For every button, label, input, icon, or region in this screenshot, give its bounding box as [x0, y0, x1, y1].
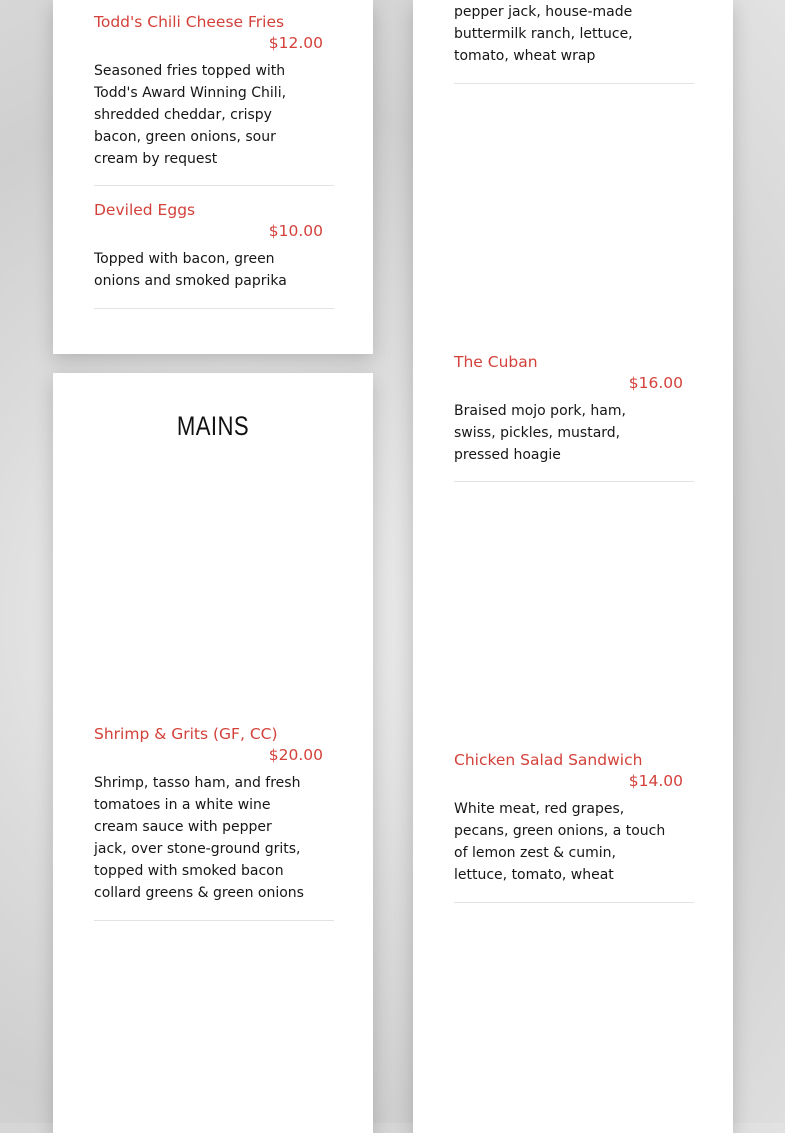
- menu-item-price: $14.00: [628, 772, 683, 790]
- divider: [454, 902, 694, 903]
- menu-card-appetizers: [53, 0, 373, 354]
- menu-item-name: Chicken Salad Sandwich: [454, 751, 643, 769]
- menu-item-name: Todd's Chili Cheese Fries: [94, 13, 285, 31]
- menu-item-name: Shrimp & Grits (GF, CC): [94, 725, 278, 743]
- menu-item-description: Seasoned fries topped with Todd's Award Winning Chili, shredded cheddar, crispy bacon, green onions, sour cream by request: [94, 63, 287, 167]
- menu-item-price: $12.00: [268, 34, 323, 52]
- menu-item-name: Deviled Eggs: [94, 201, 196, 219]
- section-title: MAINS: [176, 411, 250, 441]
- menu-item: [94, 11, 334, 170]
- menu-item-description: pepper jack, house-made buttermilk ranch, lettuce, tomato, wheat wrap: [454, 4, 633, 64]
- divider: [454, 83, 694, 84]
- menu-item: [94, 199, 334, 292]
- menu-item-description: Topped with bacon, green onions and smoked paprika: [94, 251, 287, 289]
- divider: [94, 308, 334, 309]
- divider: [94, 920, 334, 921]
- menu-item-description: Braised mojo pork, ham, swiss, pickles, mustard, pressed hoagie: [454, 403, 626, 463]
- divider: [454, 481, 694, 482]
- menu-item-price: $10.00: [268, 222, 323, 240]
- menu-item-description: White meat, red grapes, pecans, green onions, a touch of lemon zest & cumin, lettuce, tomato, wheat: [454, 801, 666, 883]
- menu-item-price: $20.00: [268, 746, 323, 764]
- divider: [94, 185, 334, 186]
- menu-card-sandwiches: [413, 0, 733, 1133]
- menu-item-description: Shrimp, tasso ham, and fresh tomatoes in a white wine cream sauce with pepper jack, over stone-ground grits, topped with smoked bacon collard greens & green onions: [94, 775, 304, 901]
- menu-item-price: $16.00: [628, 374, 683, 392]
- menu-card-mains: [53, 373, 373, 1133]
- menu-item: [454, 351, 694, 466]
- menu-item-name: The Cuban: [454, 353, 538, 371]
- menu-item: [454, 749, 694, 886]
- menu-item: [94, 723, 334, 904]
